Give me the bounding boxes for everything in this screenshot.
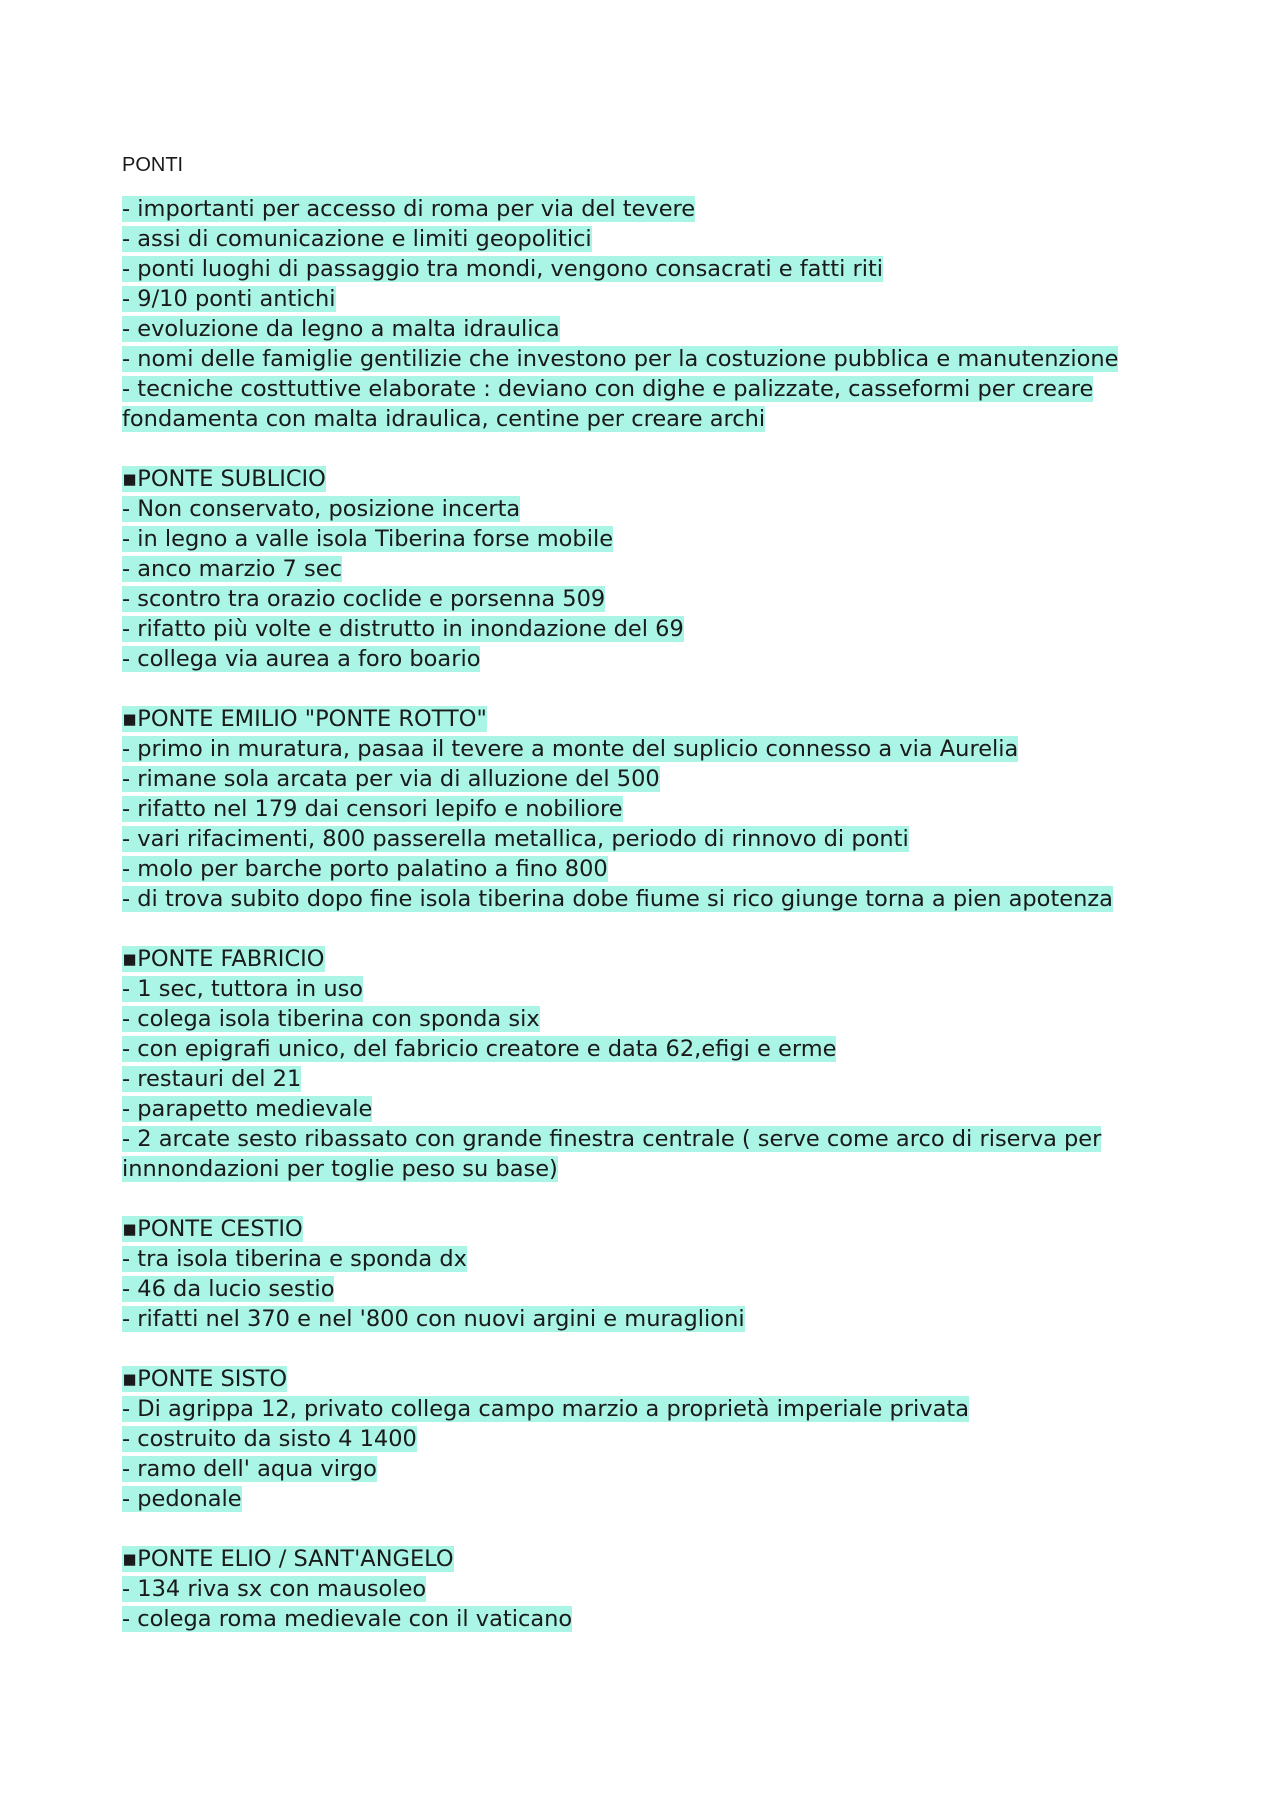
list-item: - con epigrafi unico, del fabricio creatore e data 62,efigi e erme <box>122 1036 837 1062</box>
intro-line: - evoluzione da legno a malta idraulica <box>122 316 560 342</box>
section-heading: ▪PONTE FABRICIO <box>122 946 325 972</box>
list-item: - 134 riva sx con mausoleo <box>122 1576 427 1602</box>
intro-line: - nomi delle famiglie gentilizie che investono per la costuzione pubblica e manutenzione <box>122 346 1119 372</box>
section-heading: ▪PONTE ELIO / SANT'ANGELO <box>122 1546 454 1572</box>
list-item: - tra isola tiberina e sponda dx <box>122 1246 467 1272</box>
section-heading: ▪PONTE CESTIO <box>122 1216 303 1242</box>
list-item: - Non conservato, posizione incerta <box>122 496 521 522</box>
list-item: - molo per barche porto palatino a fino 800 <box>122 856 608 882</box>
section-heading: ▪PONTE EMILIO "PONTE ROTTO" <box>122 706 487 732</box>
list-item: - colega isola tiberina con sponda six <box>122 1006 540 1032</box>
section-ponte-fabricio <box>122 944 1202 1184</box>
list-item: - costruito da sisto 4 1400 <box>122 1426 417 1452</box>
intro-line: - 9/10 ponti antichi <box>122 286 336 312</box>
list-item: - vari rifacimenti, 800 passerella metallica, periodo di rinnovo di ponti <box>122 826 909 852</box>
section-heading: ▪PONTE SUBLICIO <box>122 466 326 492</box>
list-item: - 2 arcate sesto ribassato con grande finestra centrale ( serve come arco di riserva per innnondazioni per toglie peso su base) <box>122 1126 1102 1182</box>
list-item: - ramo dell' aqua virgo <box>122 1456 377 1482</box>
list-item: - colega roma medievale con il vaticano <box>122 1606 573 1632</box>
list-item: - primo in muratura, pasaa il tevere a monte del suplicio connesso a via Aurelia <box>122 736 1019 762</box>
document-title: PONTI <box>122 154 184 176</box>
list-item: - anco marzio 7 sec <box>122 556 342 582</box>
section-ponte-emilio <box>122 704 1202 914</box>
list-item: - rimane sola arcata per via di alluzione del 500 <box>122 766 660 792</box>
list-item: - restauri del 21 <box>122 1066 302 1092</box>
list-item: - 1 sec, tuttora in uso <box>122 976 364 1002</box>
section-ponte-sisto <box>122 1364 1202 1514</box>
list-item: - Di agrippa 12, privato collega campo marzio a proprietà imperiale privata <box>122 1396 970 1422</box>
section-ponte-sublicio <box>122 464 1202 674</box>
document-page <box>122 150 1202 1634</box>
list-item: - in legno a valle isola Tiberina forse mobile <box>122 526 614 552</box>
section-ponte-elio <box>122 1544 1202 1634</box>
list-item: - rifatti nel 370 e nel '800 con nuovi argini e muraglioni <box>122 1306 745 1332</box>
list-item: - rifatto nel 179 dai censori lepifo e nobiliore <box>122 796 623 822</box>
list-item: - collega via aurea a foro boario <box>122 646 481 672</box>
intro-line: - importanti per accesso di roma per via del tevere <box>122 196 696 222</box>
intro-line: - tecniche costtuttive elaborate : deviano con dighe e palizzate, casseformi per creare fondamenta con malta idraulica, centine per creare archi <box>122 376 1094 432</box>
list-item: - rifatto più volte e distrutto in inondazione del 69 <box>122 616 684 642</box>
intro-section <box>122 194 1202 434</box>
list-item: - parapetto medievale <box>122 1096 373 1122</box>
section-heading: ▪PONTE SISTO <box>122 1366 288 1392</box>
list-item: - scontro tra orazio coclide e porsenna 509 <box>122 586 606 612</box>
list-item: - di trova subito dopo fine isola tiberina dobe fiume si rico giunge torna a pien apotenza <box>122 886 1113 912</box>
intro-line: - assi di comunicazione e limiti geopolitici <box>122 226 592 252</box>
section-ponte-cestio <box>122 1214 1202 1334</box>
list-item: - 46 da lucio sestio <box>122 1276 335 1302</box>
list-item: - pedonale <box>122 1486 242 1512</box>
intro-line: - ponti luoghi di passaggio tra mondi, vengono consacrati e fatti riti <box>122 256 884 282</box>
